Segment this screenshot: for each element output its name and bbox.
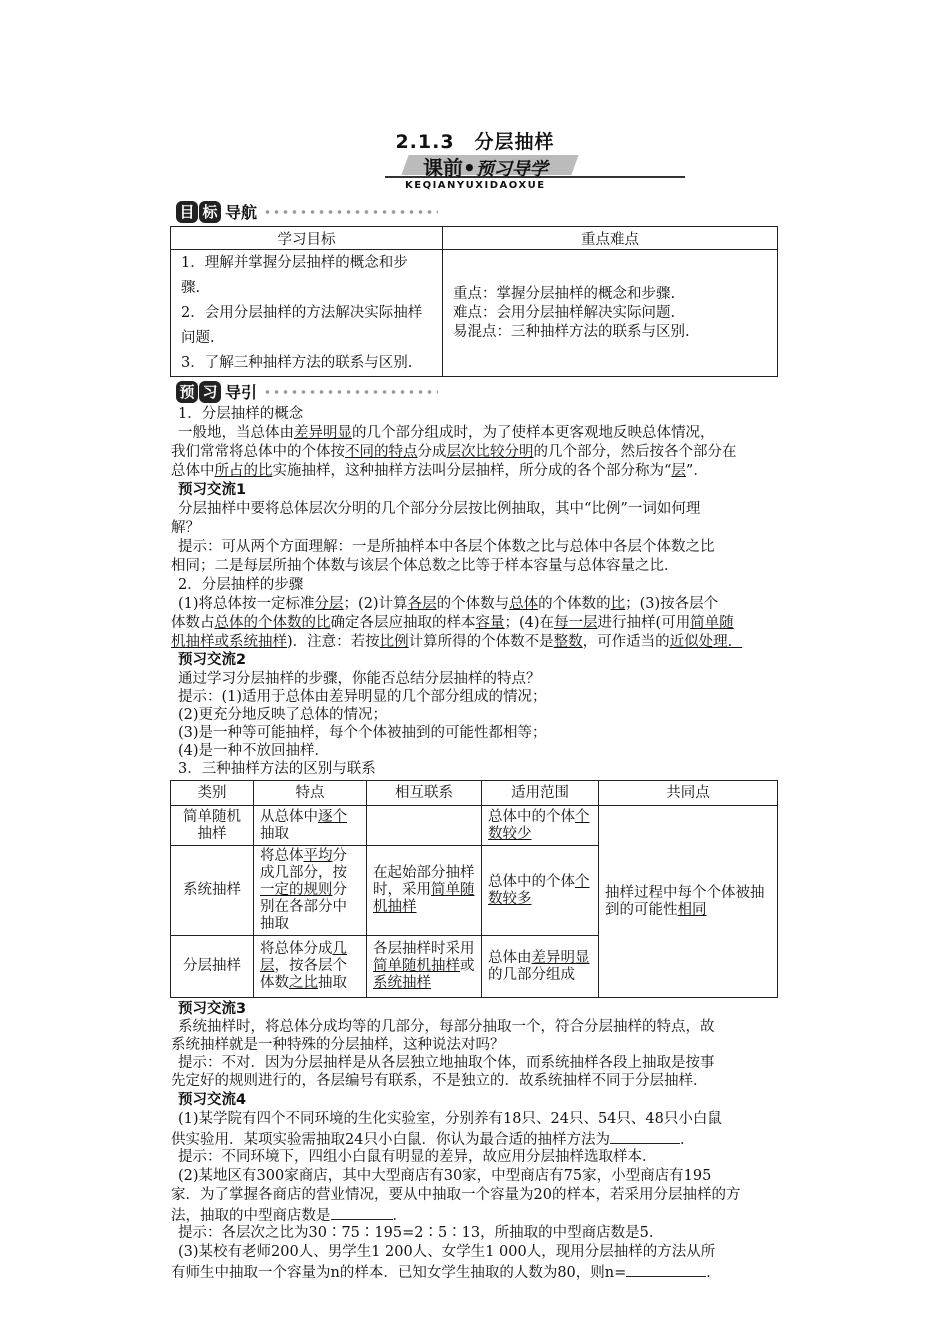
paragraph-line: 家．为了掌握各商店的营业情况，要从中抽取一个容量为20的样本，若采用分层抽样的方 — [171, 1187, 741, 1203]
table-cell: 总体中的个体个数较少 — [482, 806, 599, 846]
table-cell: 将总体平均分成几部分，按一定的规则分别在各部分中抽取 — [254, 846, 367, 936]
paragraph-line: 法，抽取的中型商店数是 ． — [171, 1205, 407, 1226]
goal-line: 骤. — [181, 279, 201, 296]
dotted-divider — [263, 208, 438, 216]
paragraph-line: 相同；二是每层所抽个体数与该层个体总数之比等于样本容量与总体容量之比． — [171, 558, 679, 574]
section-chip: 预 — [176, 381, 198, 403]
paragraph-line: (3)某校有老师200人、男学生1 200人、女学生1 000人，现用分层抽样的方法从所 — [178, 1244, 716, 1260]
table-cell: 分层抽样 — [171, 936, 254, 998]
section-title: 导引 — [225, 380, 257, 403]
section-banner — [385, 152, 685, 178]
banner-main: 课前 — [423, 156, 463, 180]
banner-dot: • — [463, 156, 476, 180]
paragraph-line: 机抽样或系统抽样)．注意：若按比例计算所得的个体数不是整数，可作适当的近似处理． — [171, 634, 743, 650]
paragraph-line: 通过学习分层抽样的步骤，你能否总结分层抽样的特点？ — [178, 671, 541, 687]
exchange-label: 预习交流4 — [178, 1092, 247, 1108]
paragraph-line: 解？ — [171, 520, 200, 536]
table-header: 相互联系 — [367, 781, 482, 806]
goal-line: 1．理解并掌握分层抽样的概念和步 — [181, 254, 408, 271]
paragraph-line: 提示：不同环境下，四组小白鼠有明显的差异，故应用分层抽样选取样本． — [178, 1149, 657, 1165]
paragraph-line: 系统抽样就是一种特殊的分层抽样，这种说法对吗？ — [171, 1037, 505, 1053]
answer-blank[interactable] — [331, 1205, 393, 1220]
keypoint-line: 重点：掌握分层抽样的概念和步骤. — [453, 285, 676, 302]
table-cell: 抽样过程中每个个体被抽到的可能性相同 — [599, 806, 778, 998]
table-header: 适用范围 — [482, 781, 599, 806]
table-cell: 简单随机抽样 — [171, 806, 254, 846]
paragraph-line: (1)将总体按一定标准分层；(2)计算各层的个体数与总体的个体数的比；(3)按各层个 — [178, 596, 719, 612]
paragraph-line: 提示：各层次之比为30∶75∶195=2∶5∶13，所抽取的中型商店数是5. — [178, 1225, 654, 1241]
paragraph-line: 提示：(1)适用于总体由差异明显的几个部分组成的情况； — [178, 689, 547, 705]
paragraph-line: 体数占总体的个体数的比确定各层应抽取的样本容量；(4)在每一层进行抽样(可用简单随 — [171, 615, 734, 631]
keypoint-line: 易混点：三种抽样方法的联系与区别. — [453, 323, 690, 340]
keypoint-cell — [443, 250, 778, 377]
banner-pinyin: KEQIANYUXIDAOXUE — [405, 180, 546, 191]
table-cell: 各层抽样时采用简单随机抽样或系统抽样 — [367, 936, 482, 998]
paragraph-line: (4)是一种不放回抽样． — [178, 743, 330, 759]
paragraph-line: (3)是一种等可能抽样，每个个体被抽到的可能性都相等； — [178, 725, 547, 741]
table-header: 类别 — [171, 781, 254, 806]
paragraph-line: 一般地，当总体由差异明显的几个部分组成时，为了使样本更客观地反映总体情况， — [178, 425, 715, 441]
page-title: 2.1.3 分层抽样 — [395, 131, 555, 153]
table-cell: 系统抽样 — [171, 846, 254, 936]
goal-line: 3．了解三种抽样方法的联系与区别. — [181, 354, 413, 371]
exchange-label: 预习交流2 — [178, 652, 247, 668]
section-chip: 习 — [199, 381, 221, 403]
goal-table — [170, 226, 778, 377]
paragraph-line: 提示：不对．因为分层抽样是从各层独立地抽取个体，而系统抽样各段上抽取是按事 — [178, 1055, 715, 1071]
table-header: 学习目标 — [171, 227, 443, 250]
section-goal-header — [176, 200, 438, 223]
paragraph-line: 系统抽样时，将总体分成均等的几部分，每部分抽取一个，符合分层抽样的特点，故 — [178, 1019, 715, 1035]
heading-concept: 1．分层抽样的概念 — [178, 406, 304, 422]
exchange-label: 预习交流3 — [178, 1001, 247, 1017]
exchange-label: 预习交流1 — [178, 482, 247, 498]
table-cell — [367, 806, 482, 846]
paragraph-line: 先定好的规则进行的，各层编号有联系，不是独立的．故系统抽样不同于分层抽样． — [171, 1073, 708, 1089]
banner-sub: 预习导学 — [475, 159, 548, 180]
table-cell: 从总体中逐个抽取 — [254, 806, 367, 846]
paragraph-line: 总体中所占的比实施抽样，这种抽样方法叫分层抽样，所分成的各个部分称为“层”． — [171, 463, 708, 479]
table-header: 重点难点 — [443, 227, 778, 250]
paragraph-line: (2)某地区有300家商店，其中大型商店有30家，中型商店有75家，小型商店有195 — [178, 1168, 712, 1184]
paragraph-line: (2)更充分地反映了总体的情况； — [178, 707, 388, 723]
answer-blank[interactable] — [610, 1129, 680, 1144]
dotted-divider — [263, 388, 438, 396]
banner-text — [423, 152, 548, 181]
answer-blank[interactable] — [626, 1262, 706, 1277]
section-chip: 标 — [199, 201, 221, 223]
goal-line: 2．会用分层抽样的方法解决实际抽样 — [181, 304, 423, 321]
section-preview-header — [176, 380, 438, 403]
table-cell: 总体中的个体个数较多 — [482, 846, 599, 936]
table-cell: 在起始部分抽样时，采用简单随机抽样 — [367, 846, 482, 936]
compare-table — [170, 780, 778, 998]
paragraph-line: 提示：可从两个方面理解：一是所抽样本中各层个体数之比与总体中各层个体数之比 — [178, 539, 715, 555]
paragraph-line: 我们常常将总体中的个体按不同的特点分成层次比较分明的几个部分，然后按各个部分在 — [171, 444, 737, 460]
paragraph-line: 供实验用．某项实验需抽取24只小白鼠．你认为最合适的抽样方法为 ． — [171, 1129, 694, 1150]
goal-cell — [171, 250, 443, 377]
section-title: 导航 — [225, 200, 257, 223]
paragraph-line: 有师生中抽取一个容量为n的样本．已知女学生抽取的人数为80，则n= ． — [171, 1262, 721, 1283]
paragraph-line: 分层抽样中要将总体层次分明的几个部分分层按比例抽取，其中“比例”一词如何理 — [178, 501, 701, 517]
keypoint-line: 难点：会用分层抽样解决实际问题. — [453, 304, 676, 321]
goal-line: 问题. — [181, 329, 215, 346]
table-header: 特点 — [254, 781, 367, 806]
table-cell: 总体由差异明显的几部分组成 — [482, 936, 599, 998]
table-cell: 将总体分成几层，按各层个体数之比抽取 — [254, 936, 367, 998]
section-chip: 目 — [176, 201, 198, 223]
paragraph-line: (1)某学院有四个不同环境的生化实验室，分别养有18只、24只、54只、48只小白鼠 — [178, 1111, 722, 1127]
table-header: 共同点 — [599, 781, 778, 806]
heading-steps: 2．分层抽样的步骤 — [178, 577, 304, 593]
heading-compare: 3．三种抽样方法的区别与联系 — [178, 761, 376, 777]
